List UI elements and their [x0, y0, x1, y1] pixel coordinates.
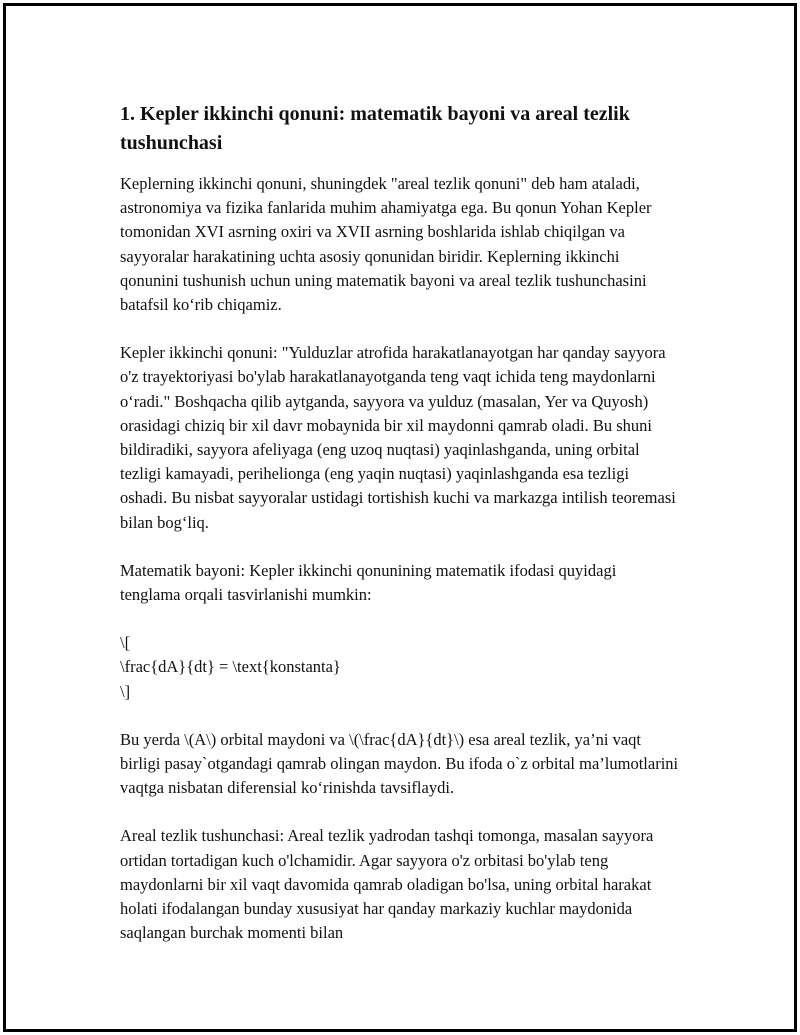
- page-frame: [3, 3, 797, 1032]
- formula-line-equation: \frac{dA}{dt} = \text{konstanta}: [120, 657, 341, 677]
- document-body: [120, 100, 680, 969]
- paragraph-math-intro: Matematik bayoni: Kepler ikkinchi qonunining matematik ifodasi quyidagi tenglama orqali tasvirlanishi mumkin:: [120, 560, 617, 605]
- formula-line-close: \]: [120, 681, 131, 701]
- formula-block: [120, 631, 680, 704]
- paragraph-areal-velocity: Areal tezlik tushunchasi: Areal tezlik yadrodan tashqi tomonga, masalan sayyora ortidan tortadigan kuch o'lchamidir. Agar sayyora o'z orbitasi bo'ylab teng maydonlarni bir xil vaqt davomida qamrab oladigan bo'lsa, uning orbital harakat holati ifodalangan bunday xususiyat har qanday markaziy kuchlar maydonida saqlangan burchak momenti bilan: [120, 826, 654, 943]
- formula-line-open: \[: [120, 633, 131, 653]
- paragraph-formula-explanation: Bu yerda \(A\) orbital maydoni va \(\frac{dA}{dt}\) esa areal tezlik, ya’ni vaqt birligi pasay`otgandagi qamrab olingan maydon. Bu ifoda o`z orbital ma’lumotlarini vaqtga nisbatan diferensial ko‘rinishda tavsiflaydi.: [120, 729, 679, 798]
- section-heading: 1. Kepler ikkinchi qonuni: matematik bayoni va areal tezlik tushunchasi: [120, 103, 630, 154]
- paragraph-intro: Keplerning ikkinchi qonuni, shuningdek "areal tezlik qonuni" deb ham ataladi, astronomiya va fizika fanlarida muhim ahamiyatga ega. Bu qonun Yohan Kepler tomonidan XVI asrning oxiri va XVII asrning boshlarida ishlab chiqilgan va sayyoralar harakatining uchta asosiy qonunidan biridir. Keplerning ikkinchi qonunini tushunish uchun uning matematik bayoni va areal tezlik tushunchasini batafsil ko‘rib chiqamiz.: [120, 174, 652, 315]
- paragraph-law-statement: Kepler ikkinchi qonuni: "Yulduzlar atrofida harakatlanayotgan har qanday sayyora o'z trayektoriyasi bo'ylab harakatlanayotganda teng vaqt ichida teng maydonlarni o‘radi." Boshqacha qilib aytganda, sayyora va yulduz (masalan, Yer va Quyosh) orasidagi chiziq bir xil davr mobaynida bir xil maydonni qamrab oladi. Bu shuni bildiradiki, sayyora afeliyaga (eng uzoq nuqtasi) yaqinlashganda, uning orbital tezligi kamayadi, perihelionga (eng yaqin nuqtasi) yaqinlashganda esa tezligi oshadi. Bu nisbat sayyoralar ustidagi tortishish kuchi va markazga intilish teoremasi bilan bog‘liq.: [120, 343, 676, 532]
